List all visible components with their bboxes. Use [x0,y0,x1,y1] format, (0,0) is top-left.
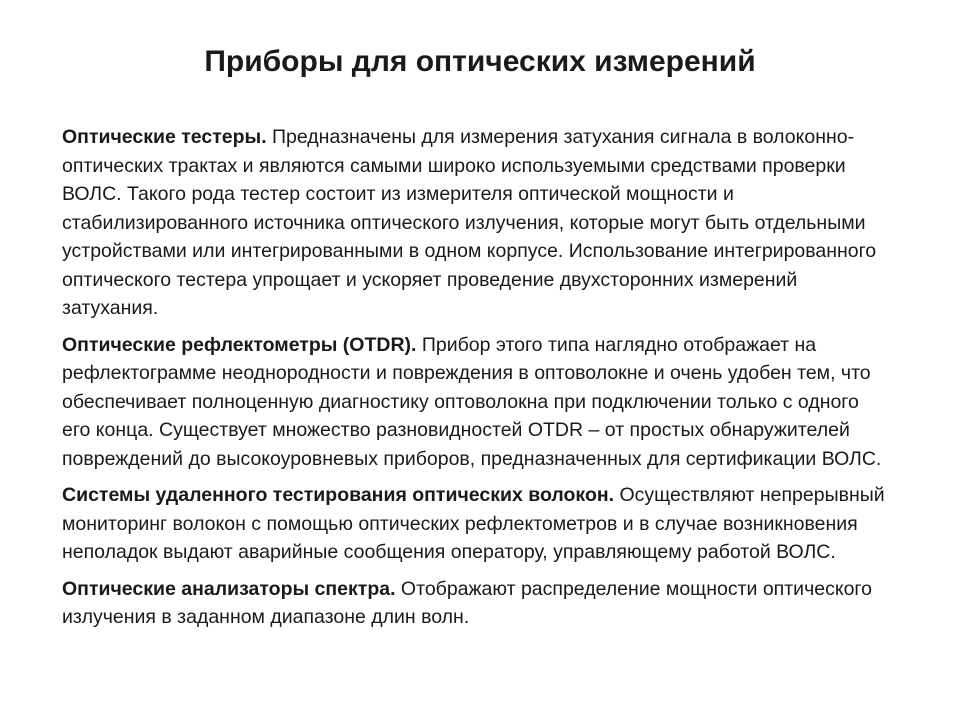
paragraph-optical-testers [62,123,892,323]
description-remote-testing: Осуществляют непрерывный мониторинг волокон с помощью оптических рефлектометров и в случае возникновения неполадок выдают аварийные сообщения оператору, управляющему работой ВОЛС. [62,484,885,563]
description-spectrum-analyzers: Отображают распределение мощности оптического излучения в заданном диапазоне длин волн. [62,577,872,628]
slide-title: Приборы для оптических измерений [204,45,756,78]
term-optical-testers: Оптические тестеры. [62,126,267,148]
slide-body [62,123,892,640]
paragraph-remote-testing [62,481,892,567]
description-optical-testers: Предназначены для измерения затухания сигнала в волоконно-оптических трактах и являются самыми широко используемыми средствами проверки ВОЛС. Такого рода тестер состоит из измерителя оптической мощности и стабилизированного источника оптического излучения, которые могут быть отдельными устройствами или интегрированными в одном корпусе. Использование интегрированного оптического тестера упрощает и ускоряет проведение двухсторонних измерений затухания. [62,126,877,319]
description-otdr: Прибор этого типа наглядно отображает на рефлектограмме неоднородности и повреждения в оптоволокне и очень удобен тем, что обеспечивает полноценную диагностику оптоволокна при подключении только с одного его конца. Существует множество разновидностей OTDR – от простых обнаружителей повреждений до высокоуровневых приборов, предназначенных для сертификации ВОЛС. [62,333,882,470]
paragraph-spectrum-analyzers [62,575,892,632]
paragraph-otdr [62,331,892,474]
term-remote-testing: Системы удаленного тестирования оптических волокон. [62,484,615,506]
term-spectrum-analyzers: Оптические анализаторы спектра. [62,577,396,600]
term-otdr: Оптические рефлектометры (OTDR). [62,333,417,356]
